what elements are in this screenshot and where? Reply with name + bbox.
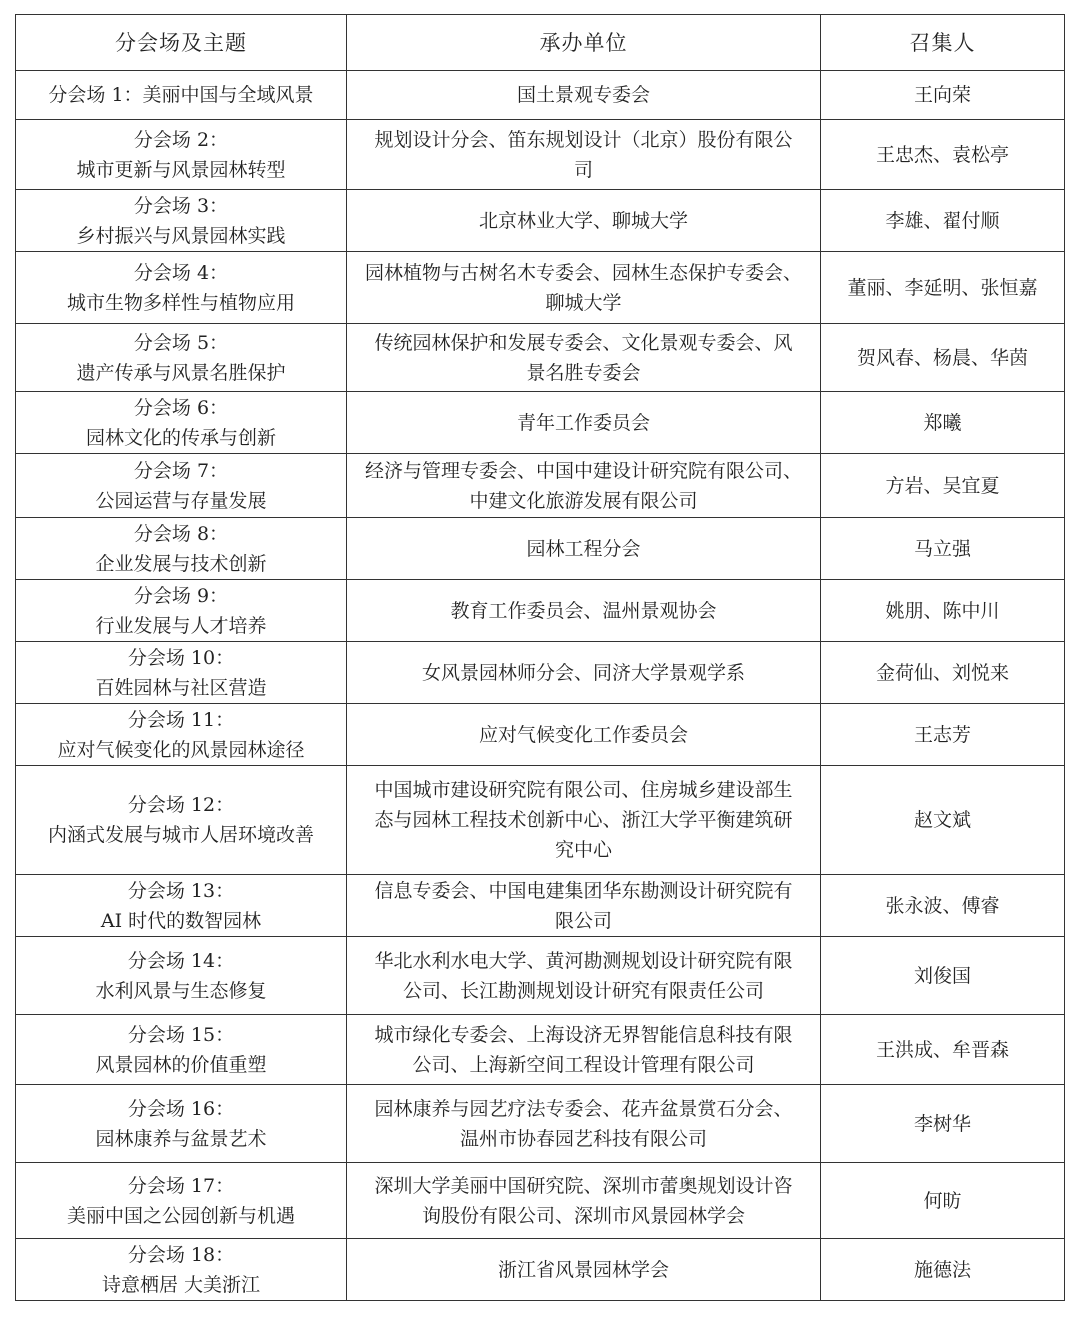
table-row [16, 454, 1065, 518]
convener-cell: 何昉 [821, 1163, 1065, 1239]
session-theme-line: 园林文化的传承与创新 [85, 426, 276, 449]
host-organization-cell [347, 875, 821, 937]
host-organization-cell [347, 392, 821, 454]
session-theme-line: 风景园林的价值重塑 [95, 1053, 267, 1076]
host-organization-line: 女风景园林师分会、同济大学景观学系 [421, 661, 745, 684]
session-theme-line: 分会场 4： [133, 261, 229, 284]
session-theme-line: 诗意栖居 大美浙江 [101, 1273, 261, 1296]
host-organization-cell [347, 1163, 821, 1239]
convener-cell: 李雄、翟付顺 [821, 190, 1065, 252]
session-theme-line: 分会场 8： [133, 522, 229, 545]
session-theme-cell [16, 704, 347, 766]
session-theme-line: 内涵式发展与城市人居环境改善 [47, 824, 314, 846]
host-organization-line: 中国城市建设研究院有限公司、住房城乡建设部生 [374, 779, 793, 801]
session-theme-line: 分会场 11： [127, 708, 235, 731]
table-row [16, 1085, 1065, 1163]
convener-cell: 施德法 [821, 1239, 1065, 1301]
table-row [16, 580, 1065, 642]
session-theme-cell [16, 324, 347, 392]
session-theme-line: 百姓园林与社区营造 [95, 676, 267, 699]
header-row [16, 15, 1065, 71]
convener-cell: 王洪成、牟晋森 [821, 1015, 1065, 1085]
session-theme-line: 美丽中国之公园创新与机遇 [66, 1204, 295, 1227]
convener-cell: 王向荣 [821, 71, 1065, 120]
session-theme-cell [16, 518, 347, 580]
session-theme-line: 分会场 2： [133, 128, 229, 151]
host-organization-cell [347, 1239, 821, 1301]
convener-cell: 王忠杰、袁松亭 [821, 120, 1065, 190]
table-row [16, 766, 1065, 875]
host-organization-line: 规划设计分会、笛东规划设计（北京）股份有限公 [374, 128, 793, 151]
host-organization-line: 公司、长江勘测规划设计研究有限责任公司 [402, 979, 764, 1002]
host-organization-cell [347, 704, 821, 766]
session-theme-line: 园林康养与盆景艺术 [95, 1127, 267, 1150]
host-organization-line: 北京林业大学、聊城大学 [478, 209, 688, 232]
host-organization-line: 青年工作委员会 [516, 411, 650, 434]
host-organization-line: 教育工作委员会、温州景观协会 [450, 599, 717, 622]
session-theme-cell [16, 1239, 347, 1301]
session-theme-cell [16, 766, 347, 875]
session-theme-line: 城市生物多样性与植物应用 [66, 291, 295, 314]
host-organization-cell [347, 252, 821, 324]
convener-cell: 贺风春、杨晨、华茵 [821, 324, 1065, 392]
convener-cell: 郑曦 [821, 392, 1065, 454]
host-organization-cell [347, 937, 821, 1015]
session-theme-line: 分会场 14： [127, 949, 235, 972]
session-theme-line: 分会场 12： [127, 794, 235, 816]
host-organization-line: 传统园林保护和发展专委会、文化景观专委会、风 [374, 331, 793, 354]
host-organization-line: 城市绿化专委会、上海设济无界智能信息科技有限 [374, 1023, 793, 1046]
table-row [16, 252, 1065, 324]
convener-cell: 马立强 [821, 518, 1065, 580]
table-row [16, 937, 1065, 1015]
host-organization-line: 司 [573, 158, 593, 181]
table-row [16, 875, 1065, 937]
header-host-organization: 承办单位 [347, 15, 821, 71]
host-organization-line: 温州市协春园艺科技有限公司 [459, 1127, 707, 1150]
convener-cell: 方岩、吴宜夏 [821, 454, 1065, 518]
session-theme-line: 分会场 15： [127, 1023, 235, 1046]
session-theme-line: AI 时代的数智园林 [100, 909, 262, 932]
session-theme-line: 企业发展与技术创新 [95, 552, 267, 575]
table-row [16, 190, 1065, 252]
host-organization-line: 限公司 [554, 909, 612, 932]
host-organization-line: 究中心 [554, 839, 612, 861]
host-organization-cell [347, 324, 821, 392]
host-organization-cell [347, 518, 821, 580]
session-theme-cell [16, 642, 347, 704]
host-organization-cell [347, 766, 821, 875]
host-organization-cell [347, 454, 821, 518]
host-organization-cell [347, 1085, 821, 1163]
session-theme-cell [16, 454, 347, 518]
host-organization-line: 态与园林工程技术创新中心、浙江大学平衡建筑研 [374, 809, 793, 831]
table-row [16, 1163, 1065, 1239]
session-theme-cell [16, 120, 347, 190]
host-organization-line: 公司、上海新空间工程设计管理有限公司 [412, 1053, 755, 1076]
header-convener: 召集人 [821, 15, 1065, 71]
session-theme-cell [16, 580, 347, 642]
host-organization-cell [347, 580, 821, 642]
session-theme-cell [16, 190, 347, 252]
session-theme-cell [16, 937, 347, 1015]
host-organization-line: 中建文化旅游发展有限公司 [469, 489, 698, 512]
session-theme-line: 应对气候变化的风景园林途径 [57, 738, 305, 761]
table-row [16, 71, 1065, 120]
host-organization-cell [347, 642, 821, 704]
host-organization-line: 国土景观专委会 [516, 84, 650, 106]
session-theme-cell [16, 1015, 347, 1085]
table-body [16, 71, 1065, 1301]
session-theme-cell [16, 71, 347, 120]
session-theme-line: 分会场 5： [133, 331, 229, 354]
session-theme-line: 分会场 7： [133, 459, 229, 482]
host-organization-line: 园林植物与古树名木专委会、园林生态保护专委会、 [364, 261, 802, 284]
host-organization-line: 询股份有限公司、深圳市风景园林学会 [421, 1204, 745, 1227]
session-theme-line: 分会场 18： [127, 1243, 235, 1266]
session-theme-cell [16, 1085, 347, 1163]
convener-cell: 刘俊国 [821, 937, 1065, 1015]
table-row [16, 1015, 1065, 1085]
host-organization-line: 园林康养与园艺疗法专委会、花卉盆景赏石分会、 [374, 1097, 793, 1120]
table-row [16, 704, 1065, 766]
session-theme-line: 分会场 13： [127, 879, 235, 902]
header-session-theme: 分会场及主题 [16, 15, 347, 71]
host-organization-line: 浙江省风景园林学会 [497, 1258, 669, 1281]
session-theme-line: 遗产传承与风景名胜保护 [76, 361, 286, 384]
host-organization-line: 深圳大学美丽中国研究院、深圳市蕾奥规划设计咨 [374, 1174, 793, 1197]
convener-cell: 董丽、李延明、张恒嘉 [821, 252, 1065, 324]
session-theme-line: 城市更新与风景园林转型 [76, 158, 286, 181]
table-row [16, 642, 1065, 704]
table-row [16, 392, 1065, 454]
host-organization-cell [347, 120, 821, 190]
host-organization-cell [347, 190, 821, 252]
table-row [16, 324, 1065, 392]
session-theme-cell [16, 252, 347, 324]
convener-cell: 李树华 [821, 1085, 1065, 1163]
host-organization-line: 园林工程分会 [526, 537, 641, 560]
convener-cell: 赵文斌 [821, 766, 1065, 875]
host-organization-line: 信息专委会、中国电建集团华东勘测设计研究院有 [374, 879, 793, 902]
table-row [16, 1239, 1065, 1301]
session-theme-line: 分会场 16： [127, 1097, 235, 1120]
session-theme-line: 分会场 6： [133, 396, 229, 419]
session-theme-line: 分会场 3： [133, 194, 229, 217]
session-theme-line: 公园运营与存量发展 [95, 489, 267, 512]
host-organization-line: 聊城大学 [545, 291, 622, 314]
host-organization-line: 华北水利水电大学、黄河勘测规划设计研究院有限 [374, 949, 793, 972]
host-organization-cell [347, 71, 821, 120]
table-row [16, 120, 1065, 190]
session-theme-cell [16, 392, 347, 454]
host-organization-line: 应对气候变化工作委员会 [478, 723, 688, 746]
session-theme-line: 分会场 10： [127, 646, 235, 669]
session-theme-line: 分会场 17： [127, 1174, 235, 1197]
convener-cell: 姚朋、陈中川 [821, 580, 1065, 642]
host-organization-cell [347, 1015, 821, 1085]
table-row [16, 518, 1065, 580]
session-theme-cell [16, 1163, 347, 1239]
session-theme-line: 水利风景与生态修复 [95, 979, 267, 1002]
session-theme-line: 行业发展与人才培养 [95, 614, 267, 637]
session-theme-line: 分会场 1：美丽中国与全域风景 [48, 84, 314, 106]
convener-cell: 张永波、傅睿 [821, 875, 1065, 937]
session-theme-line: 乡村振兴与风景园林实践 [76, 224, 286, 247]
sessions-table [15, 14, 1065, 1301]
host-organization-line: 景名胜专委会 [526, 361, 641, 384]
session-theme-line: 分会场 9： [133, 584, 229, 607]
convener-cell: 王志芳 [821, 704, 1065, 766]
session-theme-cell [16, 875, 347, 937]
host-organization-line: 经济与管理专委会、中国中建设计研究院有限公司、 [364, 459, 802, 482]
convener-cell: 金荷仙、刘悦来 [821, 642, 1065, 704]
